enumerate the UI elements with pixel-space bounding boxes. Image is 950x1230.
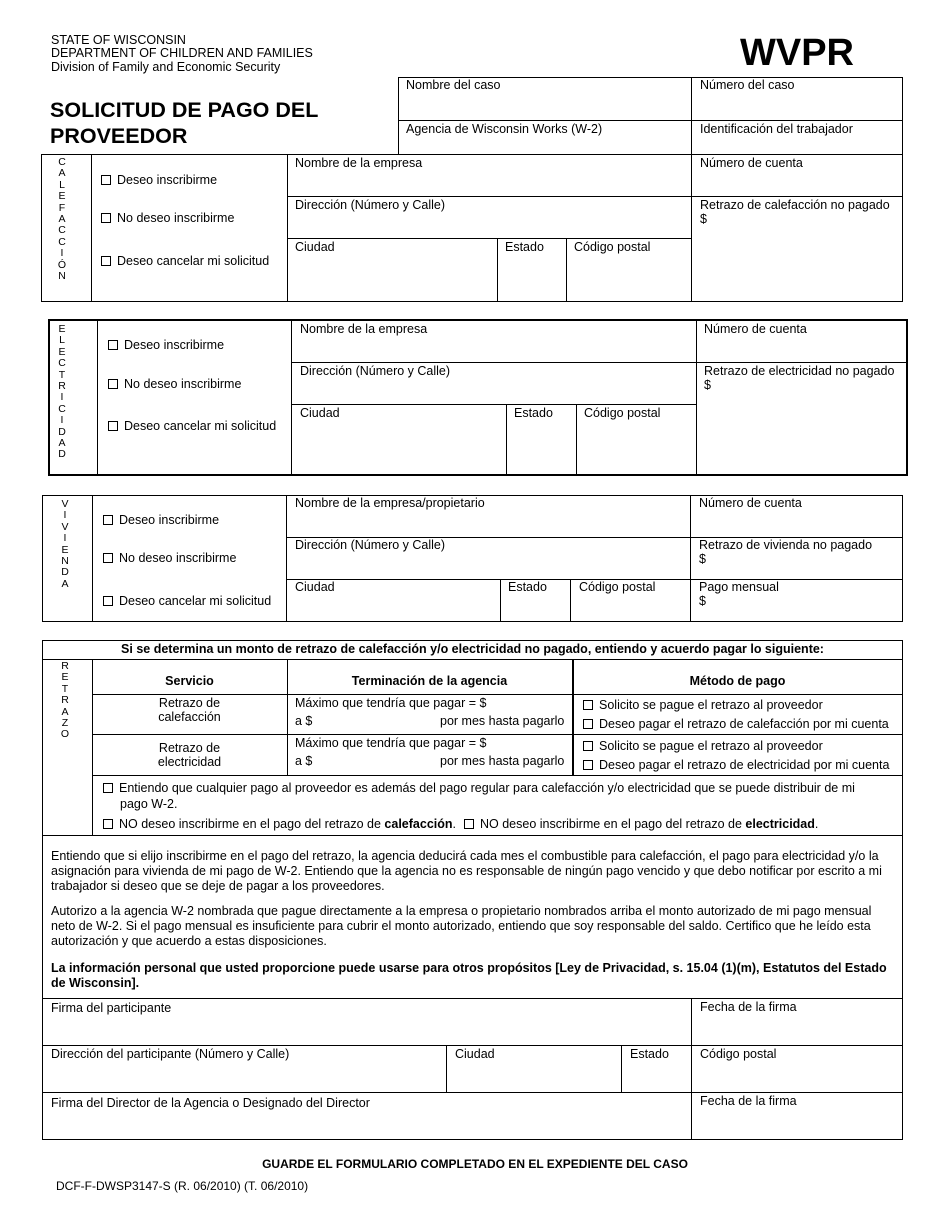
statement-authorization: Autorizo a la agencia W-2 nombrada que pague directamente a la empresa o propietario nombrados arriba el monto autorizado de mi pago mensual neto de W-2. Si el pago mensual es insuficiente para cubrir el monto autorizado, entiendo que soy responsable del saldo. Certifico que he leído esta autorización y que acuerdo a estas disposiciones.	[51, 904, 872, 948]
page-title-line1: SOLICITUD DE PAGO DEL	[50, 98, 319, 122]
agency-division: Division of Family and Economic Security	[51, 60, 281, 74]
understand-continued: pago W-2.	[120, 797, 178, 811]
participant-signature-field[interactable]: Firma del participante	[51, 1001, 172, 1015]
electric-company-field[interactable]: Nombre de la empresa	[300, 322, 428, 336]
footer-notice: GUARDE EL FORMULARIO COMPLETADO EN EL EXPEDIENTE DEL CASO	[262, 1157, 688, 1171]
dollar-sign: $	[700, 212, 707, 226]
checkbox-icon[interactable]	[583, 700, 593, 710]
participant-address-field[interactable]: Dirección del participante (Número y Calle)	[51, 1047, 290, 1061]
checkbox-icon[interactable]	[101, 256, 111, 266]
dollar-sign: $	[699, 594, 706, 608]
housing-city-field[interactable]: Ciudad	[295, 580, 335, 594]
heating-state-field[interactable]: Estado	[505, 240, 544, 254]
elec-self-pay-option[interactable]: Deseo pagar el retrazo de electricidad por mi cuenta	[583, 758, 889, 772]
worker-id-field[interactable]: Identificación del trabajador	[700, 122, 853, 136]
checkbox-icon[interactable]	[583, 741, 593, 751]
housing-address-field[interactable]: Dirección (Número y Calle)	[295, 538, 446, 552]
arrears-vertical-label: R E T R A Z O	[60, 660, 70, 741]
checkbox-icon[interactable]	[583, 719, 593, 729]
no-heat-arrears-option[interactable]: NO deseo inscribirme en el pago del retrazo de calefacción.	[103, 817, 456, 831]
agency-state: STATE OF WISCONSIN	[51, 33, 186, 47]
case-name-field[interactable]: Nombre del caso	[406, 78, 501, 92]
participant-state-field[interactable]: Estado	[630, 1047, 669, 1061]
form-id: DCF-F-DWSP3147-S (R. 06/2010) (T. 06/2010)	[56, 1179, 309, 1193]
participant-city-field[interactable]: Ciudad	[455, 1047, 495, 1061]
checkbox-icon[interactable]	[464, 819, 474, 829]
agency-department: DEPARTMENT OF CHILDREN AND FAMILIES	[51, 46, 313, 60]
elec-max-field[interactable]: Máximo que tendría que pagar = $	[295, 736, 487, 750]
agency-field[interactable]: Agencia de Wisconsin Works (W-2)	[406, 122, 603, 136]
electric-zip-field[interactable]: Código postal	[584, 406, 661, 420]
director-signature-field[interactable]: Firma del Director de la Agencia o Designado del Director	[51, 1096, 370, 1110]
electric-account-field[interactable]: Número de cuenta	[704, 322, 807, 336]
page-title-line2: PROVEEDOR	[50, 124, 188, 148]
housing-enroll-option[interactable]: Deseo inscribirme	[103, 513, 219, 527]
checkbox-icon[interactable]	[108, 421, 118, 431]
director-date-field[interactable]: Fecha de la firma	[700, 1094, 797, 1108]
electric-arrears-field[interactable]: Retrazo de electricidad no pagado	[704, 364, 895, 378]
housing-account-field[interactable]: Número de cuenta	[699, 496, 802, 510]
no-elec-arrears-option[interactable]: NO deseo inscribirme en el pago del retrazo de electricidad.	[464, 817, 818, 831]
electric-state-field[interactable]: Estado	[514, 406, 553, 420]
arrears-heading: Si se determina un monto de retrazo de calefacción y/o electricidad no pagado, entiendo y acuerdo pagar lo siguiente:	[121, 642, 824, 656]
heating-vertical-label: C A L E F A C C I Ó N	[57, 156, 67, 283]
checkbox-icon[interactable]	[103, 596, 113, 606]
case-number-field[interactable]: Número del caso	[700, 78, 795, 92]
checkbox-icon[interactable]	[108, 340, 118, 350]
checkbox-icon[interactable]	[101, 175, 111, 185]
heat-per-month-label: por mes hasta pagarlo	[440, 714, 565, 728]
elec-amount-field[interactable]: a $	[295, 754, 313, 768]
checkbox-icon[interactable]	[103, 819, 113, 829]
heating-cancel-option[interactable]: Deseo cancelar mi solicitud	[101, 254, 269, 268]
understand-option[interactable]: Entiendo que cualquier pago al proveedor es además del pago regular para calefacción y/o electricidad que se puede distribuir de mi	[103, 781, 855, 795]
heat-service-label: Retrazo de calefacción	[158, 696, 221, 724]
electric-no-enroll-option[interactable]: No deseo inscribirme	[108, 377, 241, 391]
heat-pay-provider-option[interactable]: Solicito se pague el retrazo al proveedor	[583, 698, 823, 712]
statement-deduction: Entiendo que si elijo inscribirme en el pago del retrazo, la agencia deducirá cada mes el combustible para calefacción, el pago para electricidad y/o la asignación para vivienda de mi pago de W-2. Entiendo que la agencia no es responsable de ningún pago vencido y que debo notificar por escrito a mi trabajador si deseo que se deje de pagar a los proveedores.	[51, 849, 882, 893]
heating-no-enroll-option[interactable]: No deseo inscribirme	[101, 211, 234, 225]
electric-city-field[interactable]: Ciudad	[300, 406, 340, 420]
heating-account-field[interactable]: Número de cuenta	[700, 156, 803, 170]
participant-zip-field[interactable]: Código postal	[700, 1047, 777, 1061]
checkbox-icon[interactable]	[103, 515, 113, 525]
col-service-header: Servicio	[165, 674, 214, 688]
checkbox-icon[interactable]	[583, 760, 593, 770]
housing-no-enroll-option[interactable]: No deseo inscribirme	[103, 551, 236, 565]
dollar-sign: $	[699, 552, 706, 566]
heating-address-field[interactable]: Dirección (Número y Calle)	[295, 198, 446, 212]
heating-city-field[interactable]: Ciudad	[295, 240, 335, 254]
heat-amount-field[interactable]: a $	[295, 714, 313, 728]
housing-zip-field[interactable]: Código postal	[579, 580, 656, 594]
checkbox-icon[interactable]	[103, 783, 113, 793]
col-method-header: Método de pago	[689, 674, 786, 688]
form-code: WVPR	[740, 32, 854, 74]
checkbox-icon[interactable]	[103, 553, 113, 563]
heating-enroll-option[interactable]: Deseo inscribirme	[101, 173, 217, 187]
heat-self-pay-option[interactable]: Deseo pagar el retrazo de calefacción por mi cuenta	[583, 717, 889, 731]
col-termination-header: Terminación de la agencia	[351, 674, 508, 688]
housing-vertical-label: V I V I E N D A	[61, 498, 69, 590]
checkbox-icon[interactable]	[101, 213, 111, 223]
heating-zip-field[interactable]: Código postal	[574, 240, 651, 254]
elec-pay-provider-option[interactable]: Solicito se pague el retrazo al proveedor	[583, 739, 823, 753]
elec-service-label: Retrazo de electricidad	[157, 741, 222, 769]
housing-state-field[interactable]: Estado	[508, 580, 547, 594]
statement-privacy: La información personal que usted proporcione puede usarse para otros propósitos [Ley de Privacidad, s. 15.04 (1)(m), Estatutos del Estado de Wisconsin].	[51, 961, 887, 990]
housing-arrears-field[interactable]: Retrazo de vivienda no pagado	[699, 538, 873, 552]
participant-date-field[interactable]: Fecha de la firma	[700, 1000, 797, 1014]
electric-address-field[interactable]: Dirección (Número y Calle)	[300, 364, 451, 378]
dollar-sign: $	[704, 378, 711, 392]
housing-cancel-option[interactable]: Deseo cancelar mi solicitud	[103, 594, 271, 608]
heating-arrears-field[interactable]: Retrazo de calefacción no pagado	[700, 198, 890, 212]
checkbox-icon[interactable]	[108, 379, 118, 389]
electric-vertical-label: E L E C T R I C I D A D	[58, 323, 66, 461]
electric-enroll-option[interactable]: Deseo inscribirme	[108, 338, 224, 352]
heat-max-field[interactable]: Máximo que tendría que pagar = $	[295, 696, 487, 710]
housing-company-field[interactable]: Nombre de la empresa/propietario	[295, 496, 485, 510]
heating-company-field[interactable]: Nombre de la empresa	[295, 156, 423, 170]
elec-per-month-label: por mes hasta pagarlo	[440, 754, 565, 768]
electric-cancel-option[interactable]: Deseo cancelar mi solicitud	[108, 419, 276, 433]
housing-monthly-field[interactable]: Pago mensual	[699, 580, 779, 594]
